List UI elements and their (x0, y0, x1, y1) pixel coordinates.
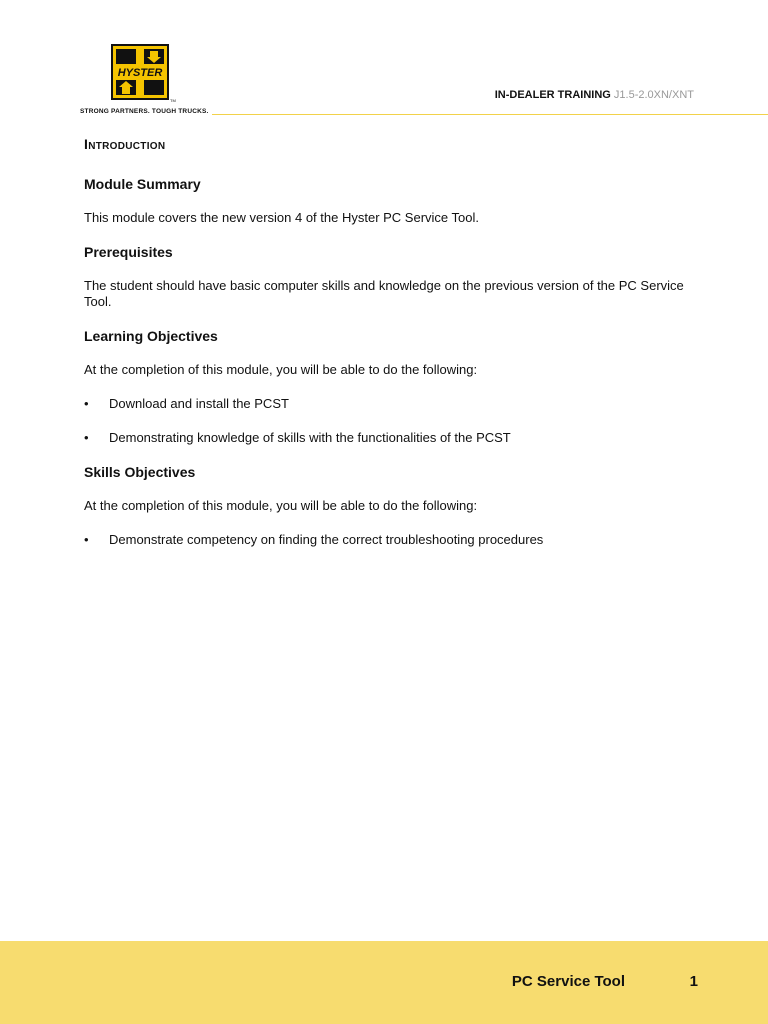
list-item: • Download and install the PCST (84, 396, 684, 412)
page-content (84, 136, 684, 566)
prerequisites-heading: Prerequisites (84, 244, 173, 260)
footer-title: PC Service Tool (511, 973, 625, 990)
skills-objectives-heading: Skills Objectives (84, 464, 196, 480)
module-summary-heading: Module Summary (84, 176, 201, 192)
model-label: J1.5-2.0XN/XNT (613, 89, 694, 101)
skills-objectives-intro: At the completion of this module, you will be able to do the following: (84, 498, 478, 513)
logo-tagline: STRONG PARTNERS. TOUGH TRUCKS. (80, 108, 209, 115)
logo-text: HYSTER (117, 67, 163, 79)
page-footer (0, 941, 768, 1024)
list-item: • Demonstrate competency on finding the correct troubleshooting procedures (84, 532, 684, 548)
learning-objectives-intro: At the completion of this module, you will be able to do the following: (84, 362, 478, 377)
learning-objectives-heading: Learning Objectives (84, 328, 218, 344)
skills-objectives-list (84, 532, 684, 548)
hyster-logo-icon (111, 44, 176, 103)
learning-objectives-list (84, 396, 684, 446)
training-label: IN-DEALER TRAINING (494, 89, 611, 101)
list-item: • Demonstrating knowledge of skills with the functionalities of the PCST (84, 430, 684, 446)
trademark-mark: TM (170, 98, 176, 103)
header-divider (212, 114, 768, 115)
section-title: Introduction (84, 136, 166, 152)
page-number: 1 (689, 973, 698, 990)
module-summary-text: This module covers the new version 4 of the Hyster PC Service Tool. (84, 210, 479, 225)
header-training-label (495, 89, 694, 101)
prerequisites-text: The student should have basic computer skills and knowledge on the previous version of the PC Service Tool. (84, 278, 684, 309)
